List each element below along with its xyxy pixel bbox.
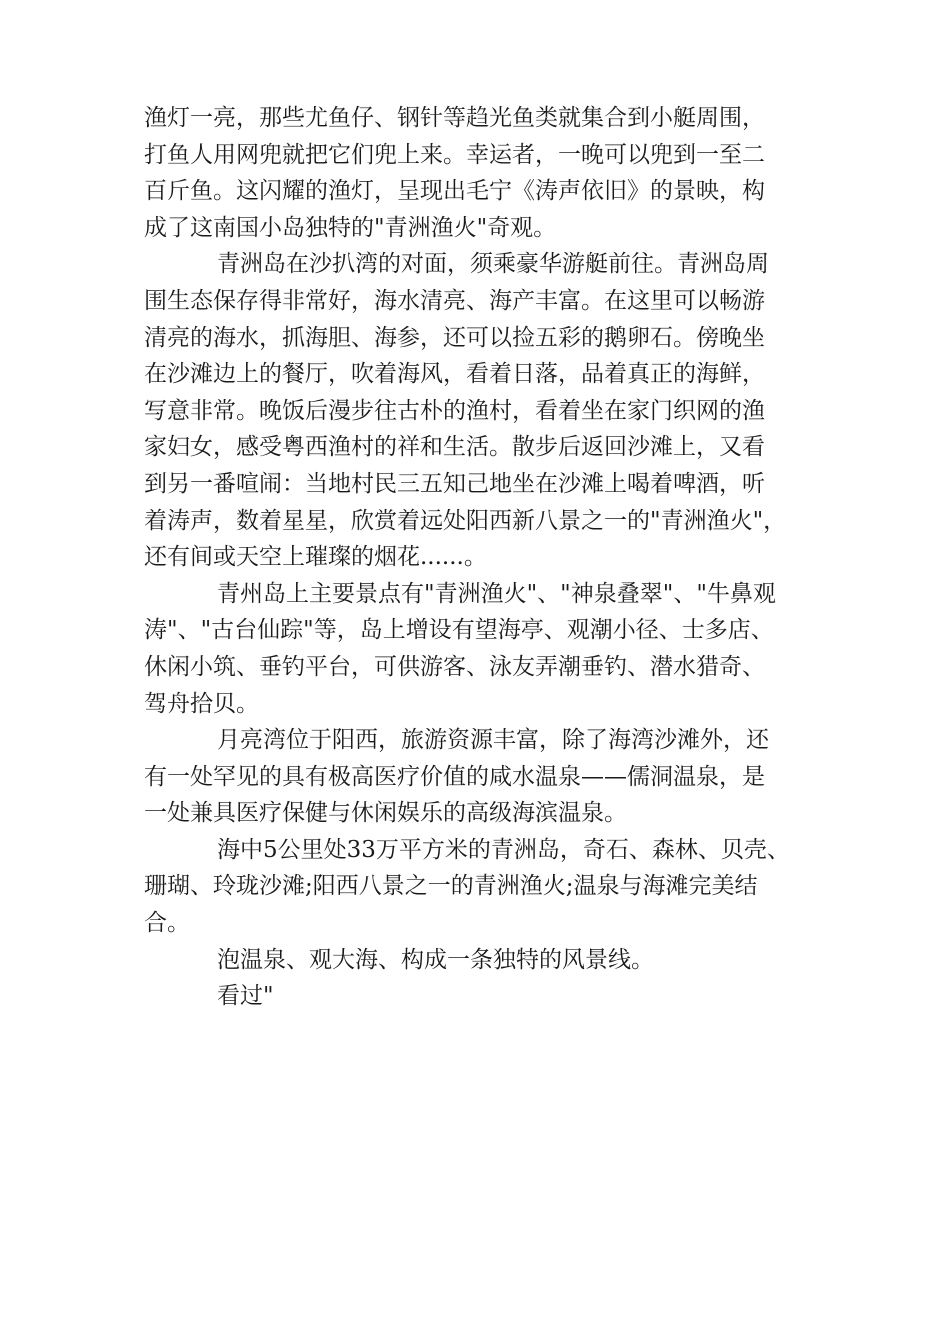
paragraph-first-line: 青洲岛在沙扒湾的对面，须乘豪华游艇前往。青洲岛周 bbox=[217, 251, 769, 278]
text-line: 休闲小筑、垂钓平台，可供游客、泳友弄潮垂钓、潜水猎奇、 bbox=[144, 653, 765, 680]
text-line: 有一处罕见的具有极高医疗价值的咸水温泉——儒洞温泉，是 bbox=[144, 763, 765, 790]
text-line: 清亮的海水，抓海胆、海参，还可以捡五彩的鹅卵石。傍晚坐 bbox=[144, 324, 765, 351]
text-line: 涛"、"古台仙踪"等，岛上增设有望海亭、观潮小径、士多店、 bbox=[144, 617, 774, 644]
text-line: 写意非常。晚饭后漫步往古朴的渔村，看着坐在家门织网的渔 bbox=[144, 397, 765, 424]
paragraph-first-line: 青州岛上主要景点有"青洲渔火"、"神泉叠翠"、"牛鼻观 bbox=[217, 580, 776, 607]
text-line: 珊瑚、玲珑沙滩;阳西八景之一的青洲渔火;温泉与海滩完美结 bbox=[144, 873, 758, 900]
text-line: 到另一番喧闹：当地村民三五知己地坐在沙滩上喝着啤酒，听 bbox=[144, 470, 765, 497]
text-line: 围生态保存得非常好，海水清亮、海产丰富。在这里可以畅游 bbox=[144, 287, 765, 314]
paragraph-first-line: 看过" bbox=[217, 983, 274, 1010]
paragraph-first-line: 海中5公里处33万平方米的青洲岛，奇石、森林、贝壳、 bbox=[217, 836, 790, 863]
text-line: 家妇女，感受粤西渔村的祥和生活。散步后返回沙滩上，又看 bbox=[144, 434, 765, 461]
text-line: 着涛声，数着星星，欣赏着远处阳西新八景之一的"青洲渔火"， bbox=[144, 507, 787, 534]
text-line: 在沙滩边上的餐厅，吹着海风，看着日落，品着真正的海鲜， bbox=[144, 361, 765, 388]
paragraph-first-line: 月亮湾位于阳西，旅游资源丰富，除了海湾沙滩外，还 bbox=[217, 727, 769, 754]
paragraph-first-line: 泡温泉、观大海、构成一条独特的风景线。 bbox=[217, 946, 654, 973]
text-line: 百斤鱼。这闪耀的渔灯，呈现出毛宁《涛声依旧》的景映，构 bbox=[144, 178, 765, 205]
text-line: 合。 bbox=[144, 910, 190, 937]
text-line: 驾舟拾贝。 bbox=[144, 690, 259, 717]
text-line: 打鱼人用网兜就把它们兜上来。幸运者，一晚可以兜到一至二 bbox=[144, 141, 765, 168]
text-line: 一处兼具医疗保健与休闲娱乐的高级海滨温泉。 bbox=[144, 800, 627, 827]
text-line: 渔灯一亮，那些尤鱼仔、钢针等趋光鱼类就集合到小艇周围， bbox=[144, 105, 765, 131]
text-line: 还有间或天空上璀璨的烟花......。 bbox=[144, 544, 487, 571]
text-line: 成了这南国小岛独特的"青洲渔火"奇观。 bbox=[144, 214, 557, 241]
body-text bbox=[144, 100, 824, 1015]
